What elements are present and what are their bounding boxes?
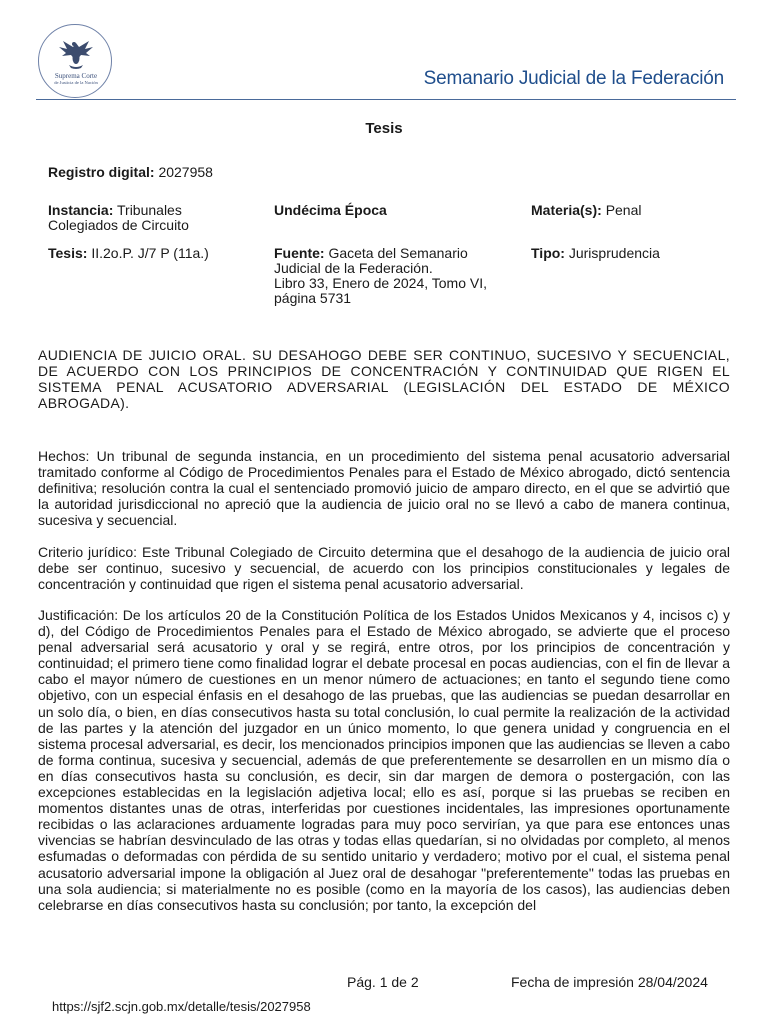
tipo-label: Tipo:: [531, 245, 565, 261]
criterio-paragraph: Criterio jurídico: Este Tribunal Colegiado de Circuito determina que el desahogo de la audiencia de juicio oral debe ser continuo, sucesivo y secuencial, de acuerdo con los principios constitucionales y legales de concentración y continuidad que rigen el sistema penal acusatorio adversarial.: [38, 544, 730, 593]
thesis-heading: AUDIENCIA DE JUICIO ORAL. SU DESAHOGO DEBE SER CONTINUO, SUCESIVO Y SECUENCIAL, DE ACUERDO CON LOS PRINCIPIOS DE CONCENTRACIÓN Y CONTINUIDAD QUE RIGEN EL SISTEMA PENAL ACUSATORIO ADVERSARIAL (LEGISLACIÓN DEL ESTADO DE MÉXICO ABROGADA).: [38, 347, 730, 411]
fuente-value-3: Libro 33, Enero de 2024, Tomo VI,: [274, 275, 487, 291]
tesis-label: Tesis:: [48, 245, 88, 261]
epoca-value: Undécima Época: [274, 202, 387, 218]
logo-text: Suprema Corte: [54, 72, 98, 80]
scjn-logo: [38, 24, 112, 98]
fuente: [274, 246, 524, 306]
justificacion-paragraph: Justificación: De los artículos 20 de la Constitución Política de los Estados Unidos Mexicanos y 4, incisos c) y d), del Código de Procedimientos Penales para el Estado de México abrogado, se advierte que el proceso penal adversarial será acusatorio y oral y se regirá, entre otros, por los principios de concentración y continuidad; el primero tiene como finalidad lograr el debate procesal en pocas audiencias, con el fin de llevar a cabo el mayor número de cuestiones en un menor número de actuaciones; en tanto el segundo tiene como objetivo, con un especial énfasis en el desahogo de las pruebas, que las audiencias se puedan desarrollar en un solo día, o bien, en días consecutivos hasta su total conclusión, lo cual permite la realización de la actividad de las partes y la atención del juzgador en un único momento, lo que genera unidad y congruencia en el sistema procesal adversarial, es decir, los mencionados principios imponen que las audiencias se lleven a cabo de forma continua, sucesiva y secuencial, además de que preferentemente se desarrollen en un mismo día o en días consecutivos hasta su conclusión, es decir, sin dar margen de demora o postergación, con las excepciones establecidas en la legislación adjetiva local; ello es así, porque si las pruebas se reciben en momentos distantes unas de otras, interferidas por cuestiones incidentales, las impresiones oportunamente recibidas o las aclaraciones arduamente logradas para muy poco servirían, ya que para ese entonces unas vivencias se habrían desvinculado de las otras y todas ellas quedarían, si no olvidadas por completo, al menos esfumadas o deformadas con pérdida de su sentido unitario y verdadero; motivo por el cual, el sistema penal acusatorio adversarial impone la obligación al Juez oral de desahogar "preferentemente" todas las pruebas en una sola audiencia; si materialmente no es posible (como en la mayoría de los casos), las audiencias deben celebrarse en días consecutivos hasta su conclusión; por tanto, la excepción del: [38, 607, 730, 913]
tesis-value: II.2o.P. J/7 P (11a.): [91, 245, 209, 261]
site-title: Semanario Judicial de la Federación: [423, 68, 724, 89]
instancia-label: Instancia:: [48, 202, 114, 218]
epoca: [274, 203, 387, 218]
print-date: Fecha de impresión 28/04/2024: [511, 974, 708, 990]
logo-subtext: de Justicia de la Nación: [54, 80, 98, 85]
source-url[interactable]: https://sjf2.scjn.gob.mx/detalle/tesis/2027958: [52, 999, 311, 1014]
instancia-value: Tribunales: [117, 202, 182, 218]
fuente-value-1: Gaceta del Semanario: [328, 245, 468, 261]
registro-value: 2027958: [158, 164, 213, 180]
tesis-clave: [48, 246, 209, 261]
registro-label: Registro digital:: [48, 164, 155, 180]
fuente-value-4: página 5731: [274, 290, 352, 306]
fuente-label: Fuente:: [274, 245, 325, 261]
hechos-paragraph: Hechos: Un tribunal de segunda instancia, en un procedimiento del sistema penal acusatorio adversarial tramitado conforme al Código de Procedimientos Penales para el Estado de México abrogado, dictó sentencia definitiva; resolución contra la cual el sentenciado promovió juicio de amparo directo, en el que se advirtió que la autoridad jurisdiccional no apreció que la audiencia de juicio oral no se llevó a cabo de manera continua, sucesiva y secuencial.: [38, 448, 730, 529]
materia-label: Materia(s):: [531, 202, 602, 218]
page-number: Pág. 1 de 2: [347, 974, 419, 990]
document-title: Tesis: [365, 120, 403, 137]
instancia: [48, 203, 248, 233]
instancia-value-cont: Colegiados de Circuito: [48, 217, 189, 233]
tipo-value: Jurisprudencia: [568, 245, 660, 261]
tipo: [531, 246, 660, 261]
materia: [531, 203, 642, 218]
fuente-value-2: Judicial de la Federación.: [274, 260, 433, 276]
registro-digital: [48, 165, 213, 180]
page-header: [36, 24, 736, 100]
header-divider: [36, 99, 736, 100]
eagle-icon: [39, 25, 113, 99]
materia-value: Penal: [605, 202, 642, 218]
